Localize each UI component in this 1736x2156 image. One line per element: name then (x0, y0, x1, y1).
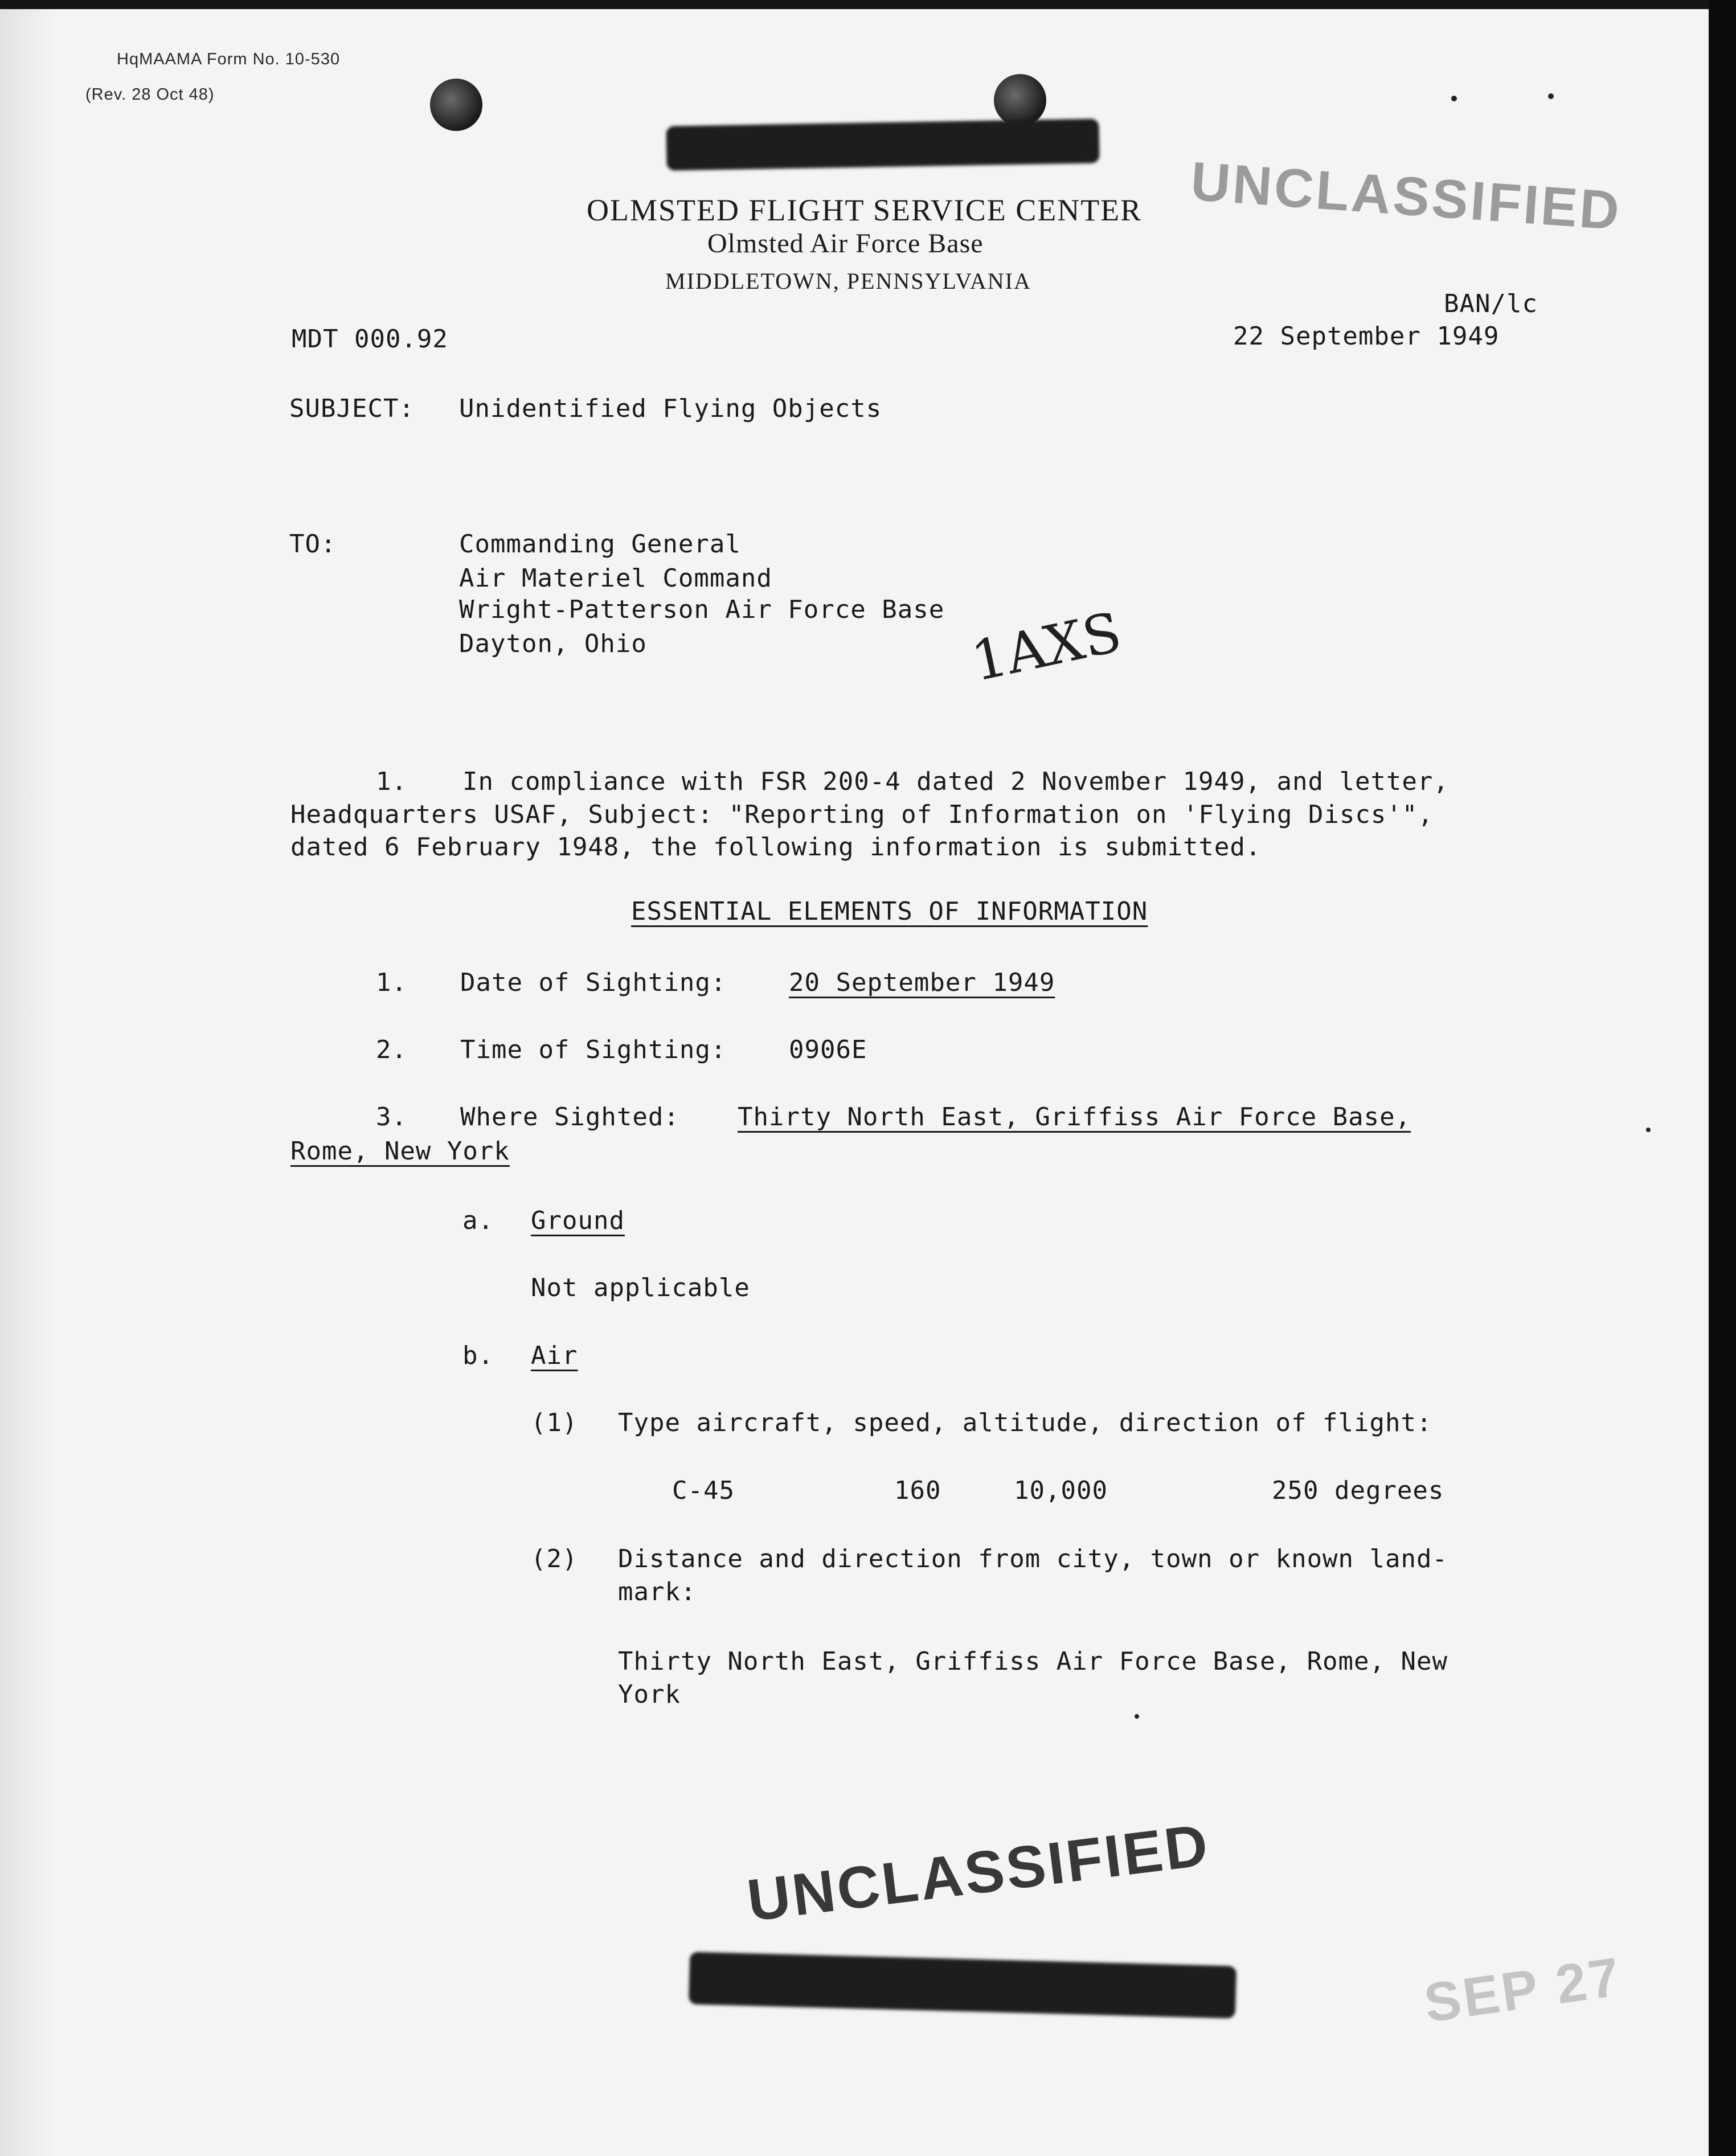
item-label: Date of Sighting: (460, 968, 727, 997)
item-label: Time of Sighting: (460, 1035, 727, 1064)
sub-item-number: (2) (531, 1544, 578, 1573)
unclassified-stamp-bottom: UNCLASSIFIED (743, 1811, 1214, 1934)
item-label: Where Sighted: (460, 1102, 679, 1132)
file-number: MDT 000.92 (292, 325, 448, 354)
to-line: Air Materiel Command (459, 564, 772, 593)
sighting-location: Thirty North East, Griffiss Air Force Base, (738, 1102, 1411, 1132)
sighting-date: 20 September 1949 (789, 968, 1055, 997)
to-line: Wright-Patterson Air Force Base (459, 595, 945, 624)
form-number: HqMAAMA Form No. 10-530 (117, 50, 341, 68)
paragraph-line: dated 6 February 1948, the following information is submitted. (290, 833, 1262, 862)
scan-top-border (0, 0, 1736, 9)
binding-smudge-top (666, 118, 1099, 170)
sighting-time: 0906E (789, 1035, 867, 1064)
sub-item-answer-cont: York (618, 1680, 681, 1709)
subsection-letter: b. (462, 1341, 494, 1370)
ground-title: Ground (531, 1206, 625, 1235)
form-revision: (Rev. 28 Oct 48) (85, 85, 215, 104)
sub-item-text: Distance and direction from city, town or known land- (618, 1544, 1448, 1573)
scan-speck (1451, 96, 1457, 101)
reference-code: BAN/lc (1444, 289, 1538, 318)
aircraft-speed: 160 (894, 1476, 941, 1505)
handwritten-annotation: 1AXS (966, 600, 1127, 694)
section-title: ESSENTIAL ELEMENTS OF INFORMATION (631, 897, 1148, 926)
scan-left-shadow (0, 0, 54, 2156)
item-number: 2. (376, 1035, 407, 1064)
punch-hole-left (430, 79, 482, 131)
subject-text: Unidentified Flying Objects (459, 394, 882, 423)
letterhead-base: Olmsted Air Force Base (707, 228, 984, 259)
received-date-stamp: SEP 27 (1420, 1946, 1626, 2034)
scan-right-border (1709, 0, 1736, 2156)
document-date: 22 September 1949 (1233, 322, 1500, 351)
item-number: 1. (376, 968, 407, 997)
sub-item-answer: Thirty North East, Griffiss Air Force Base, Rome, New (618, 1647, 1448, 1676)
sub-item-number: (1) (531, 1408, 578, 1437)
to-label: TO: (289, 530, 337, 559)
to-line: Commanding General (459, 530, 741, 559)
sub-item-text: Type aircraft, speed, altitude, direction of flight: (618, 1408, 1432, 1437)
binding-smudge-bottom (689, 1952, 1237, 2018)
scan-speck (1548, 93, 1554, 99)
scan-speck (1135, 1714, 1139, 1719)
letterhead-city: MIDDLETOWN, PENNSYLVANIA (665, 268, 1031, 294)
letterhead-org: OLMSTED FLIGHT SERVICE CENTER (587, 193, 1143, 227)
paragraph-line: In compliance with FSR 200-4 dated 2 November 1949, and letter, (462, 767, 1449, 796)
sighting-location-cont: Rome, New York (290, 1137, 510, 1166)
subsection-letter: a. (462, 1206, 494, 1235)
ground-text: Not applicable (531, 1273, 750, 1302)
to-line: Dayton, Ohio (459, 629, 647, 658)
punch-hole-right (994, 74, 1046, 126)
paragraph-number: 1. (376, 767, 407, 796)
air-title: Air (531, 1341, 578, 1370)
flight-direction: 250 degrees (1272, 1476, 1444, 1505)
subject-label: SUBJECT: (289, 394, 415, 423)
aircraft-type: C-45 (672, 1476, 735, 1505)
scan-speck (1646, 1128, 1651, 1132)
aircraft-altitude: 10,000 (1014, 1476, 1108, 1505)
sub-item-text-cont: mark: (618, 1577, 697, 1606)
unclassified-stamp-top: UNCLASSIFIED (1189, 150, 1624, 242)
paragraph-line: Headquarters USAF, Subject: "Reporting of Information on 'Flying Discs'", (290, 800, 1434, 829)
item-number: 3. (376, 1102, 407, 1132)
